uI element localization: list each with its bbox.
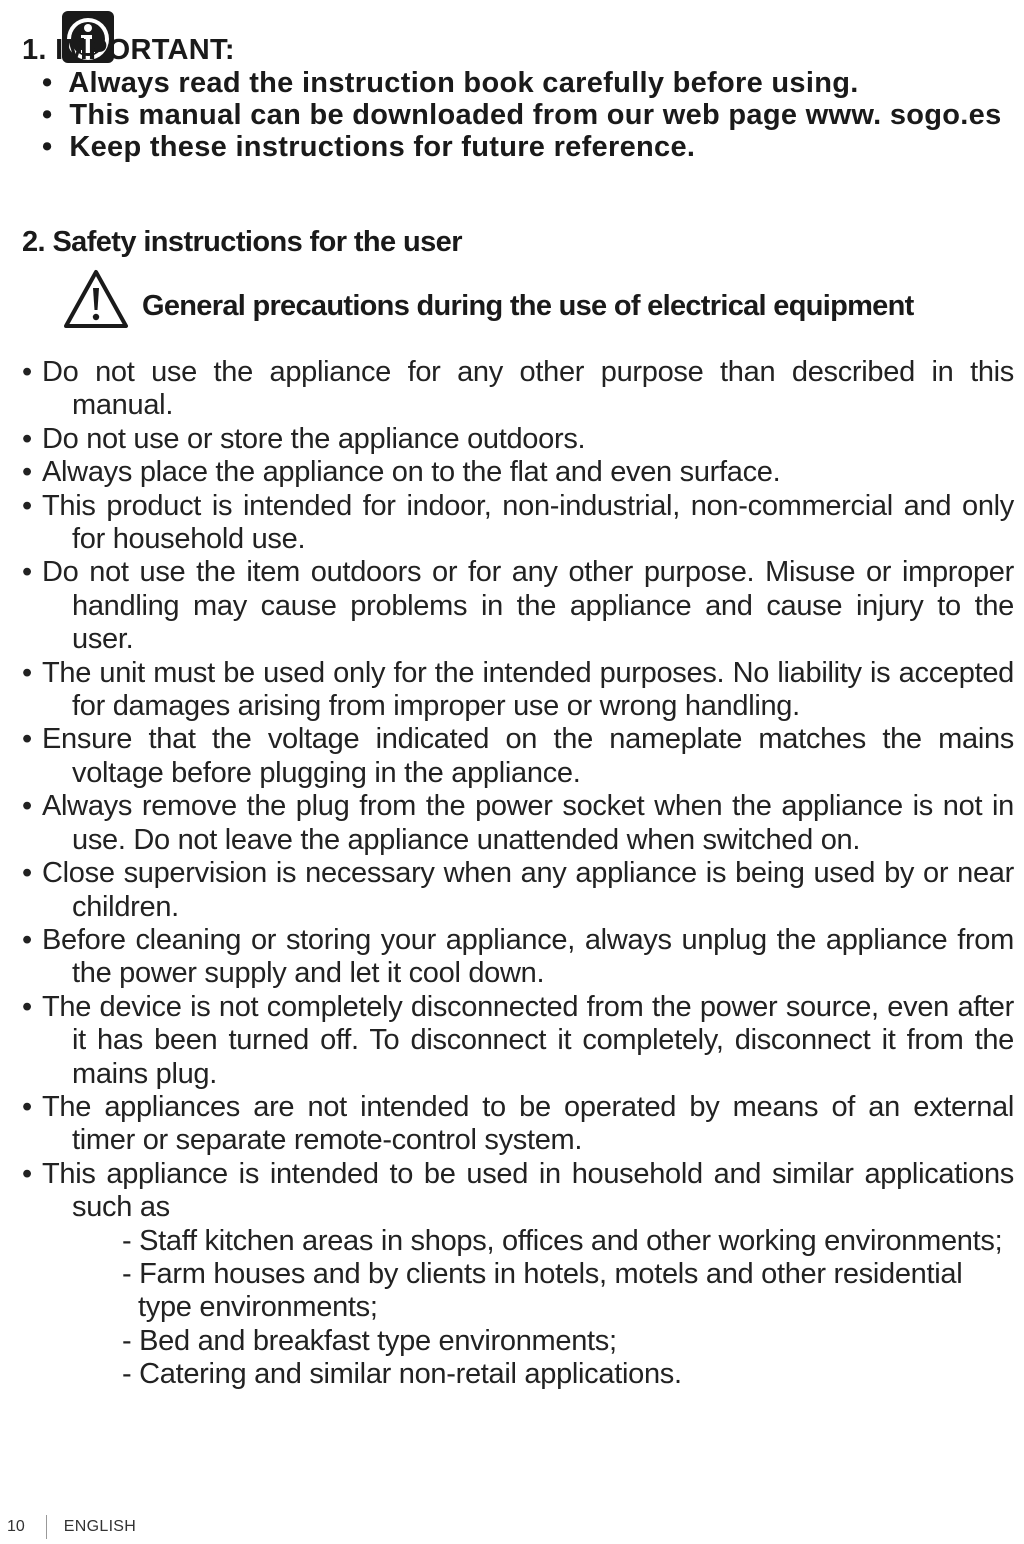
- page-number: 10: [7, 1518, 25, 1535]
- list-item: • Do not use or store the appliance outdoors.: [22, 422, 586, 455]
- footer-divider: [46, 1515, 47, 1539]
- list-item: • The unit must be used only for the intended purposes. No liability is accepted for damages arising from improper use or wrong handling.: [22, 656, 1014, 723]
- general-precautions-heading: General precautions during the use of electrical equipment: [142, 290, 914, 322]
- list-item: • Keep these instructions for future reference.: [42, 131, 696, 163]
- list-item: • The appliances are not intended to be operated by means of an external timer or separate remote-control system.: [22, 1090, 1014, 1157]
- list-item: • Do not use the item outdoors or for any other purpose. Misuse or improper handling may cause problems in the appliance and cause injury to the user.: [22, 556, 1014, 656]
- sub-list-item: - Farm houses and by clients in hotels, motels and other residential type environments;: [122, 1257, 963, 1324]
- list-item: • Close supervision is necessary when any appliance is being used by or near children.: [22, 857, 1014, 923]
- list-item: • This appliance is intended to be used in household and similar applications such as - Staff kitchen areas in shops, offices and other working environments; - Farm houses and by clients in hotels, motels and other residential type environments; - Bed and breakfast type environments; - Catering and similar non-retail applications.: [22, 1157, 1014, 1391]
- language-label: ENGLISH: [63, 1518, 137, 1535]
- important-heading: 1. IMPORTANT:: [22, 34, 235, 66]
- list-item: • Always read the instruction book carefully before using.: [42, 67, 859, 99]
- list-item: • This product is intended for indoor, non-industrial, non-commercial and only for household use.: [22, 489, 1014, 556]
- applications-sublist: [72, 1225, 1014, 1392]
- sub-list-item: - Catering and similar non-retail applications.: [122, 1358, 682, 1391]
- page-footer: [7, 1514, 136, 1540]
- list-item: • Ensure that the voltage indicated on the nameplate matches the mains voltage before plugging in the appliance.: [22, 723, 1014, 789]
- sub-list-item: - Staff kitchen areas in shops, offices and other working environments;: [122, 1224, 1003, 1257]
- list-item: • Before cleaning or storing your appliance, always unplug the appliance from the power supply and let it cool down.: [22, 923, 1014, 990]
- list-item: • Always remove the plug from the power socket when the appliance is not in use. Do not leave the appliance unattended when switched on.: [22, 790, 1014, 856]
- sub-list-item: - Bed and breakfast type environments;: [122, 1324, 617, 1357]
- list-item: • This manual can be downloaded from our web page www. sogo.es: [42, 99, 1002, 131]
- important-list: [22, 67, 1012, 163]
- safety-list: [22, 356, 1014, 1392]
- safety-heading: 2. Safety instructions for the user: [22, 226, 462, 258]
- warning-triangle-icon: [62, 268, 130, 330]
- list-item: • Do not use the appliance for any other purpose than described in this manual.: [22, 356, 1014, 422]
- list-item: • Always place the appliance on to the flat and even surface.: [22, 456, 781, 489]
- list-item: • The device is not completely disconnected from the power source, even after it has been turned off. To disconnect it completely, disconnect it from the mains plug.: [22, 990, 1014, 1090]
